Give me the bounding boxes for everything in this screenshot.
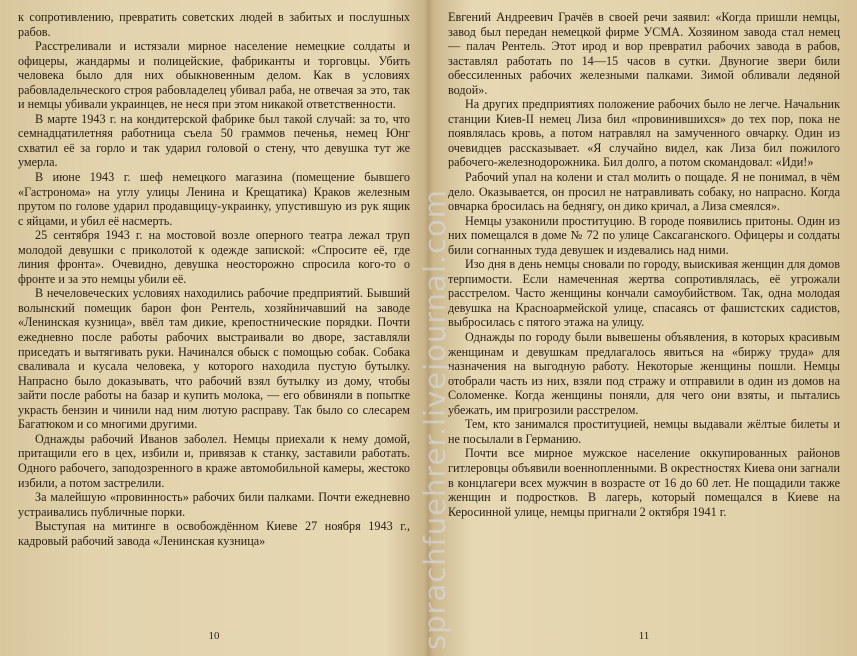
- paragraph: За малейшую «провинность» рабочих били палками. Почти ежедневно устраивались публичные порки.: [18, 490, 410, 519]
- paragraph: Изо дня в день немцы сновали по городу, выискивая женщин для домов терпимости. Если намеченная жертва сопротивлялась, её угрожали расстрелом. Часто женщины кончали самоубийством. Так, одна молодая девушка на Красноармейской улице, спасаясь от фашистских садистов, выбросилась с пятого этажа на улицу.: [448, 257, 840, 330]
- paragraph: Расстреливали и истязали мирное население немецкие солдаты и офицеры, жандармы и полицейские, фабриканты и торговцы. Убить человека было для них обыкновенным делом. Как в условиях рабовладельческого строя рабовладелец убивал раба, не отвечая за это, так и немцы убивали украинцев, не неся при этом никакой ответственности.: [18, 39, 410, 112]
- paragraph: 25 сентября 1943 г. на мостовой возле оперного театра лежал труп молодой девушки с приколотой к одежде запиской: «Спросите её, где линия фронта». Очевидно, девушка неосторожно спросила кого-то о фронте и за это немцы убили её.: [18, 228, 410, 286]
- paragraph: Однажды по городу были вывешены объявления, в которых красивым женщинам и девушкам предлагалось явиться на «биржу труда» для назначения на выгодную работу. Некоторые женщины пошли. Немцы отобрали часть из них, взяли под стражу и отправили в один из домов на Соломенке. Когда женщины поняли, для чего они взяты, и пытались убежать, им пригрозили расстрелом.: [448, 330, 840, 417]
- paragraph: В марте 1943 г. на кондитерской фабрике был такой случай: за то, что семнадцатилетняя работница съела 50 граммов печенья, немец Юнг схватил её за горло и так ударил головой о стену, что девушка тут же умерла.: [18, 111, 410, 170]
- watermark: sprachfuehrer.livejournal.com: [418, 188, 452, 650]
- paragraph: Немцы узаконили проституцию. В городе появились притоны. Один из них помещался в доме № 72 по улице Саксаганского. Офицеры и солдаты били согнанных туда девушек и издевались над ними.: [448, 213, 840, 257]
- right-page-text: [448, 10, 840, 519]
- paragraph: Выступая на митинге в освобождённом Киеве 27 ноября 1943 г., кадровый рабочий завода «Ленинская кузница»: [18, 519, 410, 548]
- paragraph: Евгений Андреевич Грачёв в своей речи заявил: «Когда пришли немцы, завод был передан немецкой фирме УСМА. Хозяином завода стал немец — палач Рентель. Этот ирод и вор превратил рабочих завода в рабов, заставлял работать по 14—15 часов в сутки. Двуногие звери били обессиленных рабочих железными палками. Зимой обливали ледяной водой».: [448, 10, 840, 97]
- paragraph: В нечеловеческих условиях находились рабочие предприятий. Бывший волынский помещик барон фон Рентель, хозяйничавший на заводе «Ленинская кузница», ввёл там дикие, крепостнические порядки. Почти ежедневно после работы рабочих выстраивали во дворе, заставляли приседать и вытягивать руки. Начинался обыск с помощью собак. Собака сваливала и кусала человека, у которого находила пустую бутылку. Напрасно было доказывать, что рабочий взял бутылку из дому, чтобы зайти после работы на базар и купить молока, — его обвиняли в попытке украсть бензин и чинили над ним лютую расправу. Так было со слесарем Багатюком и со многими другими.: [18, 286, 410, 432]
- paragraph: к сопротивлению, превратить советских людей в забитых и послушных рабов.: [18, 10, 410, 39]
- paragraph: Тем, кто занимался проституцией, немцы выдавали жёлтые билеты и не посылали в Германию.: [448, 417, 840, 446]
- paragraph: Рабочий упал на колени и стал молить о пощаде. Я не понимал, в чём дело. Оказывается, он просил не натравливать собаку, но напрасно. Когда овчарка бросилась на беднягу, он дико кричал, а Лиза смеялся».: [448, 170, 840, 214]
- paragraph: Однажды рабочий Иванов заболел. Немцы приехали к нему домой, притащили его в цех, избили и, привязав к станку, заставили работать. Одного рабочего, заподозренного в краже автомобильной камеры, жестоко избили, а потом застрелили.: [18, 431, 410, 490]
- page-number: 11: [638, 630, 650, 642]
- page-number: 10: [208, 630, 220, 642]
- paragraph: На других предприятиях положение рабочих было не легче. Начальник станции Киев-II немец Лиза бил «провинившихся» до тех пор, пока не появлялась кровь, а потом натравлял на замученного овчарку. Один из очевидцев рассказывает. «Я случайно видел, как Лиза бил пожилого рабочего-железнодорожника. Бил долго, а потом скомандовал: «Иди!»: [448, 97, 840, 170]
- paragraph: Почти все мирное мужское население оккупированных районов гитлеровцы объявили военнопленными. В окрестностях Киева они загнали в концлагери всех мужчин в возрасте от 16 до 60 лет. Не пощадили также женщин и подростков. В лагерь, который помещался в Киеве на Керосинной улице, немцы пригнали 2 октября 1941 г.: [448, 446, 840, 519]
- paragraph: В июне 1943 г. шеф немецкого магазина (помещение бывшего «Гастронома» на углу улицы Ленина и Крещатика) Краков железным прутом по голове ударил продавщицу-украинку, упустившую из рук ящик с яйцами, и убил её насмерть.: [18, 170, 410, 228]
- left-page-text: [18, 10, 410, 548]
- left-page: [18, 10, 410, 656]
- right-page: [448, 10, 840, 656]
